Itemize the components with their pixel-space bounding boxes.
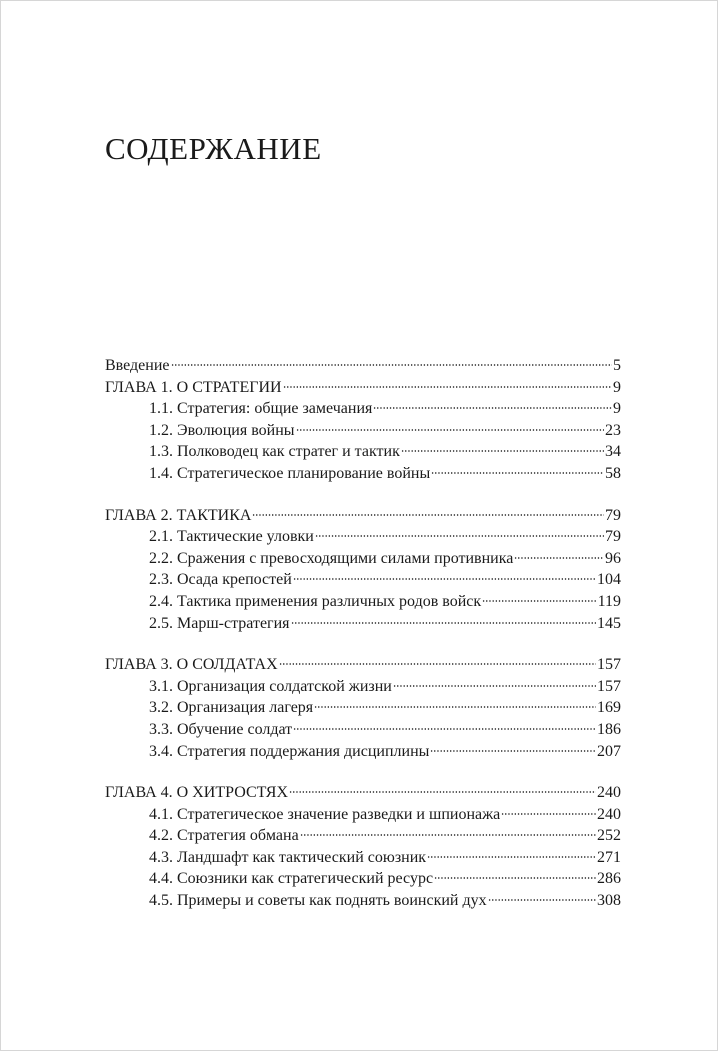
section-title: Стратегическое планирование войны: [177, 464, 431, 482]
dot-leader: [293, 727, 596, 731]
toc-entry-label: Введение: [105, 357, 170, 374]
section-page: 308: [597, 892, 621, 910]
dot-leader: [482, 599, 596, 603]
dot-leader: [289, 790, 596, 794]
section-title: Стратегическое значение разведки и шпионажа: [177, 805, 501, 823]
dot-leader: [488, 898, 596, 902]
dot-leader: [252, 513, 604, 517]
section-title: Примеры и советы как поднять воинский дух: [177, 892, 487, 910]
chapter-block-1: [105, 355, 621, 485]
section-title: Тактические уловки: [177, 528, 314, 546]
section-page: 96: [605, 549, 621, 567]
section-page: 119: [597, 592, 621, 610]
section-number: 1.1.: [149, 400, 173, 418]
toc-section-4-4[interactable]: [105, 868, 621, 890]
chapter-page: 157: [597, 656, 621, 674]
chapter-title: ГЛАВА 3. О СОЛДАТАХ: [105, 656, 278, 674]
section-title: Эволюция войны: [177, 421, 295, 439]
toc-chapter-2[interactable]: [105, 505, 621, 527]
toc-entry-intro[interactable]: [105, 355, 621, 377]
section-number: 2.2.: [149, 549, 173, 567]
section-page: 169: [597, 699, 621, 717]
section-page: 79: [605, 528, 621, 546]
section-number: 4.5.: [149, 892, 173, 910]
section-title: Союзники как стратегический ресурс: [177, 870, 434, 888]
section-page: 240: [597, 805, 621, 823]
chapter-title: ГЛАВА 1. О СТРАТЕГИИ: [105, 378, 282, 396]
section-title: Стратегия поддержания дисциплины: [177, 742, 430, 760]
toc-chapter-3[interactable]: [105, 654, 621, 676]
dot-leader: [279, 662, 596, 666]
section-number: 1.4.: [149, 464, 173, 482]
section-title: Ландшафт как тактический союзник: [177, 848, 427, 866]
toc-entry-page: 5: [613, 357, 621, 374]
toc-section-2-2[interactable]: [105, 548, 621, 570]
section-number: 3.2.: [149, 699, 173, 717]
chapter-title: ГЛАВА 2. ТАКТИКА: [105, 506, 252, 524]
section-page: 286: [597, 870, 621, 888]
chapter-block-3: [105, 654, 621, 762]
section-title: Стратегия обмана: [177, 827, 299, 845]
section-title: Марш-стратегия: [177, 614, 290, 632]
dot-leader: [314, 705, 596, 709]
dot-leader: [434, 876, 596, 880]
chapter-block-4: [105, 782, 621, 912]
toc-section-1-1[interactable]: [105, 398, 621, 420]
section-number: 2.4.: [149, 592, 173, 610]
chapter-page: 79: [605, 506, 621, 524]
dot-leader: [171, 363, 613, 367]
section-number: 4.2.: [149, 827, 173, 845]
section-title: Осада крепостей: [177, 571, 292, 589]
table-of-contents: [105, 355, 621, 912]
section-page: 104: [597, 571, 621, 589]
toc-section-3-3[interactable]: [105, 719, 621, 741]
section-number: 4.3.: [149, 848, 173, 866]
section-number: 4.4.: [149, 870, 173, 888]
page-title: СОДЕРЖАНИЕ: [105, 131, 322, 166]
toc-section-2-4[interactable]: [105, 591, 621, 613]
toc-section-2-5[interactable]: [105, 613, 621, 635]
section-page: 186: [597, 720, 621, 738]
toc-section-1-2[interactable]: [105, 420, 621, 442]
toc-section-3-1[interactable]: [105, 676, 621, 698]
toc-section-2-1[interactable]: [105, 526, 621, 548]
section-number: 3.4.: [149, 742, 173, 760]
section-page: 34: [605, 443, 621, 461]
toc-section-2-3[interactable]: [105, 569, 621, 591]
section-number: 1.3.: [149, 443, 173, 461]
section-page: 9: [613, 400, 621, 418]
section-title: Полководец как стратег и тактик: [177, 443, 400, 461]
section-page: 271: [597, 848, 621, 866]
toc-section-4-3[interactable]: [105, 847, 621, 869]
toc-section-3-2[interactable]: [105, 697, 621, 719]
toc-section-1-3[interactable]: [105, 441, 621, 463]
section-title: Обучение солдат: [177, 720, 293, 738]
section-number: 2.5.: [149, 614, 173, 632]
section-number: 1.2.: [149, 421, 173, 439]
chapter-page: 240: [597, 784, 621, 802]
dot-leader: [300, 833, 596, 837]
toc-chapter-4[interactable]: [105, 782, 621, 804]
section-number: 2.3.: [149, 571, 173, 589]
dot-leader: [430, 749, 596, 753]
dot-leader: [401, 449, 604, 453]
section-page: 58: [605, 464, 621, 482]
dot-leader: [291, 621, 596, 625]
toc-section-4-2[interactable]: [105, 825, 621, 847]
section-page: 252: [597, 827, 621, 845]
section-title: Организация солдатской жизни: [177, 677, 392, 695]
section-title: Тактика применения различных родов войск: [177, 592, 482, 610]
section-page: 145: [597, 614, 621, 632]
toc-section-4-5[interactable]: [105, 890, 621, 912]
dot-leader: [293, 577, 596, 581]
dot-leader: [373, 406, 612, 410]
section-number: 4.1.: [149, 805, 173, 823]
chapter-title: ГЛАВА 4. О ХИТРОСТЯХ: [105, 784, 289, 802]
chapter-block-2: [105, 505, 621, 635]
dot-leader: [514, 556, 604, 560]
dot-leader: [393, 684, 596, 688]
dot-leader: [501, 812, 596, 816]
section-title: Сражения с превосходящими силами противника: [177, 549, 514, 567]
section-number: 3.3.: [149, 720, 173, 738]
toc-section-1-4[interactable]: [105, 463, 621, 485]
section-page: 207: [597, 742, 621, 760]
section-title: Организация лагеря: [177, 699, 314, 717]
section-page: 23: [605, 421, 621, 439]
toc-section-4-1[interactable]: [105, 804, 621, 826]
dot-leader: [427, 855, 596, 859]
dot-leader: [431, 471, 604, 475]
toc-chapter-1[interactable]: [105, 377, 621, 399]
dot-leader: [296, 428, 604, 432]
section-number: 2.1.: [149, 528, 173, 546]
dot-leader: [283, 385, 612, 389]
chapter-page: 9: [613, 378, 621, 396]
section-number: 3.1.: [149, 677, 173, 695]
toc-section-3-4[interactable]: [105, 741, 621, 763]
section-page: 157: [597, 677, 621, 695]
section-title: Стратегия: общие замечания: [177, 400, 373, 418]
dot-leader: [315, 534, 604, 538]
